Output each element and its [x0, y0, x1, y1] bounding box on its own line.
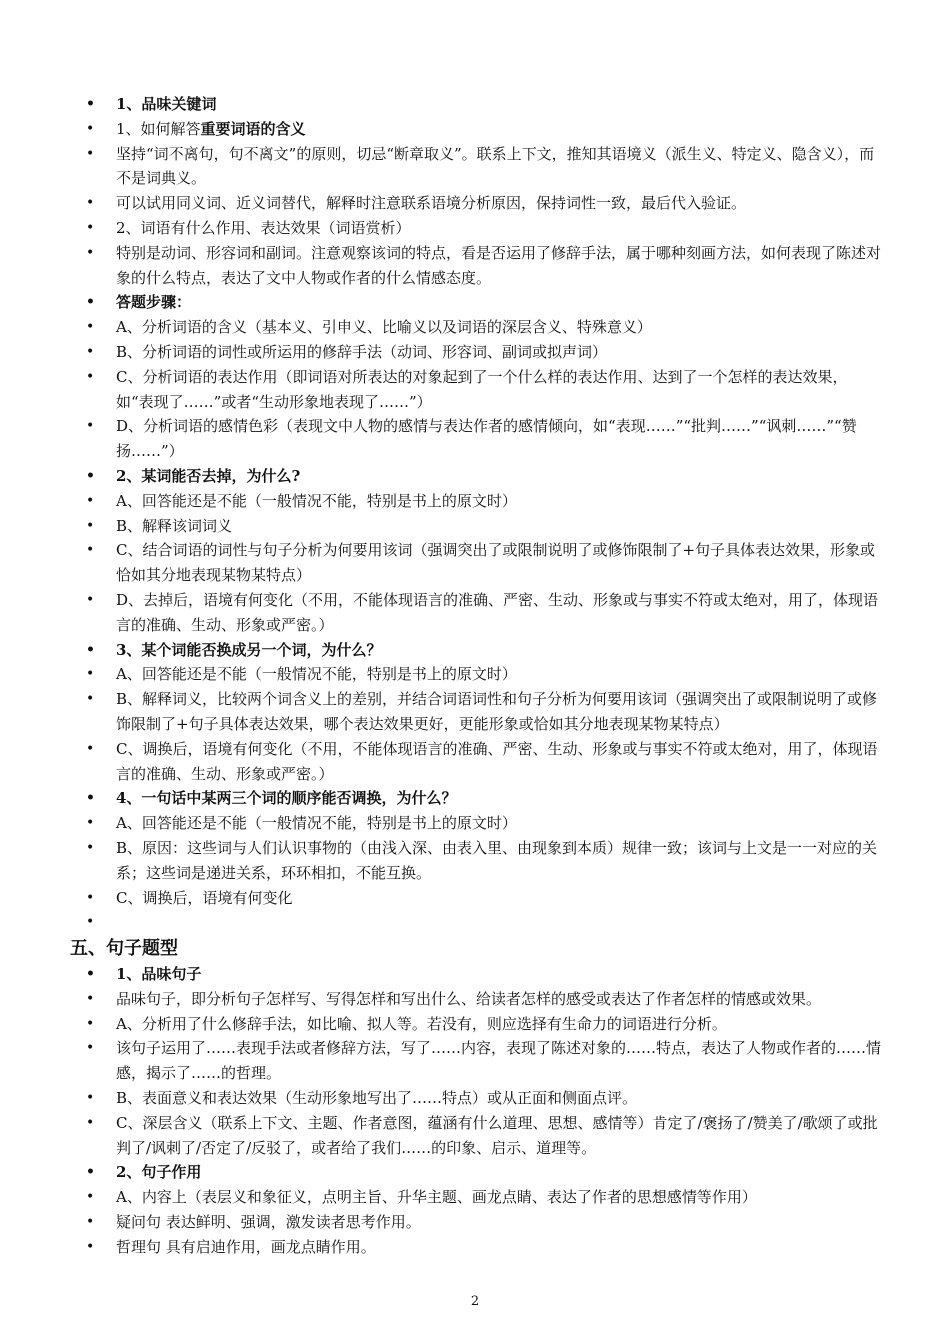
keyword-bullet-list — [84, 92, 884, 935]
list-item: • 特别是动词、形容词和副词。注意观察该词的特点，看是否运用了修辞手法，属于哪种刻画方法，如何表现了陈述对象的什么特点，表达了文中人物或作者的什么情感态度。 — [84, 241, 884, 291]
page-number: 2 — [470, 1294, 480, 1309]
list-item: • 哲理句 具有启迪作用，画龙点睛作用。 — [84, 1235, 884, 1260]
list-item: • A、内容上（表层义和象征义，点明主旨、升华主题、画龙点睛、表达了作者的思想感情等作用） — [84, 1185, 884, 1210]
list-item: • 1、品味句子 — [84, 962, 884, 987]
list-item: • C、调换后，语境有何变化（不用，不能体现语言的准确、严密、生动、形象或与事实不符或太绝对，用了，体现语言的准确、生动、形象或严密。） — [84, 737, 884, 787]
list-item: • B、解释词义，比较两个词含义上的差别，并结合词语词性和句子分析为何要用该词（强调突出了或限制说明了或修饰限制了+句子具体表达效果，哪个表达效果更好，更能形象或恰如其分地表现某物某特点） — [84, 687, 884, 737]
list-item: • 坚持“词不离句，句不离文”的原则，切忌“断章取义”。联系上下文，推知其语境义（派生义、特定义、隐含义），而不是词典义。 — [84, 142, 884, 192]
list-item: • 品味句子，即分析句子怎样写、写得怎样和写出什么、给读者怎样的感受或表达了作者怎样的情感或效果。 — [84, 987, 884, 1012]
list-item: • 1、品味关键词 — [84, 92, 884, 117]
list-item: • D、去掉后，语境有何变化（不用，不能体现语言的准确、严密、生动、形象或与事实不符或太绝对，用了，体现语言的准确、生动、形象或严密。） — [84, 588, 884, 638]
list-item: • 答题步骤： — [84, 290, 884, 315]
section-heading: 五、句子题型 — [70, 938, 178, 959]
list-item: • A、分析用了什么修辞手法，如比喻、拟人等。若没有，则应选择有生命力的词语进行分析。 — [84, 1012, 884, 1037]
list-item-empty — [84, 910, 884, 935]
list-item: • B、分析词语的词性或所运用的修辞手法（动词、形容词、副词或拟声词） — [84, 340, 884, 365]
list-item — [84, 117, 884, 142]
list-item: • C、调换后，语境有何变化 — [84, 886, 884, 911]
list-item: • A、回答能还是不能（一般情况不能，特别是书上的原文时） — [84, 662, 884, 687]
list-item: • C、分析词语的表达作用（即词语对所表达的对象起到了一个什么样的表达作用、达到了一个怎样的表达效果，如“表现了……”或者“生动形象地表现了……”） — [84, 365, 884, 415]
list-item: • 2、词语有什么作用、表达效果（词语赏析） — [84, 216, 884, 241]
list-item: • 可以试用同义词、近义词替代，解释时注意联系语境分析原因，保持词性一致，最后代入验证。 — [84, 191, 884, 216]
list-item: • 4、一句话中某两三个词的顺序能否调换，为什么？ — [84, 786, 884, 811]
list-item: • A、回答能还是不能（一般情况不能，特别是书上的原文时） — [84, 489, 884, 514]
list-item: • 2、某词能否去掉，为什么? — [84, 464, 884, 489]
list-item: • 3、某个词能否换成另一个词，为什么？ — [84, 638, 884, 663]
list-item: • B、原因：这些词与人们认识事物的（由浅入深、由表入里、由现象到本质）规律一致；该词与上文是一一对应的关系；这些词是递进关系，环环相扣，不能互换。 — [84, 836, 884, 886]
list-item: • D、分析词语的感情色彩（表现文中人物的感情与表达作者的感情倾向，如“表现……”“批判……”“讽刺……”“赞扬……”） — [84, 414, 884, 464]
list-item: • C、深层含义（联系上下文、主题、作者意图，蕴涵有什么道理、思想、感情等）肯定了/褒扬了/赞美了/歌颂了或批判了/讽刺了/否定了/反驳了，或者给了我们……的印象、启示、道理等。 — [84, 1111, 884, 1161]
list-item: • 该句子运用了……表现手法或者修辞方法，写了……内容，表现了陈述对象的……特点，表达了人物或作者的……情感，揭示了……的哲理。 — [84, 1036, 884, 1086]
list-item: • C、结合词语的词性与句子分析为何要用该词（强调突出了或限制说明了或修饰限制了+句子具体表达效果，形象或恰如其分地表现某物某特点） — [84, 538, 884, 588]
list-item-prefix: 1、如何解答 — [116, 119, 201, 138]
list-item: • B、解释该词词义 — [84, 514, 884, 539]
list-item: • 2、句子作用 — [84, 1160, 884, 1185]
list-item: • A、分析词语的含义（基本义、引申义、比喻义以及词语的深层含义、特殊意义） — [84, 315, 884, 340]
list-item: • A、回答能还是不能（一般情况不能，特别是书上的原文时） — [84, 811, 884, 836]
sentence-bullet-list — [84, 962, 884, 1260]
list-item: • B、表面意义和表达效果（生动形象地写出了……特点）或从正面和侧面点评。 — [84, 1086, 884, 1111]
list-item: • 疑问句 表达鲜明、强调，激发读者思考作用。 — [84, 1210, 884, 1235]
list-item-emphasis: 重要词语的含义 — [200, 119, 306, 138]
